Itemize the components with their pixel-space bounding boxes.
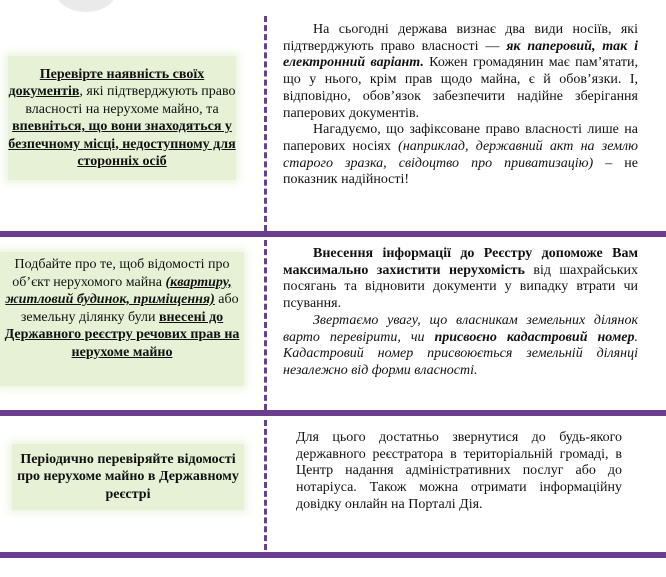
- row-separator-2: [0, 410, 666, 416]
- info-paragraph-register: Внесення інформації до Реєстру допоможе Вам максимально захистити нерухомість від шахрайських посягань та відновити документи у випадку втрати чи псування.: [283, 246, 638, 312]
- emphasis-cadastral-number: присвоєно кадастровий номер: [434, 329, 635, 345]
- emphasis-paper-electronic: як паперовий, так і електронний варіант.: [283, 38, 638, 71]
- row-separator-3: [0, 552, 666, 558]
- tip-plain-text: , які підтверджують право власності на нерухоме майно, та: [25, 84, 236, 117]
- info-paragraph-cadastral: Звертаємо увагу, що власникам земельних ділянок варто перевірити, чи присвоєно кадастровий номер. Кадастровий номер присвоюється земельній ділянці незалежно від форми власності.: [283, 312, 638, 378]
- info-block-how-to: [296, 430, 622, 548]
- emphasis-examples: (наприклад, державний акт на землю старого зразка, свідоцтво про приватизацію): [283, 138, 638, 171]
- tip-box-documents: [8, 56, 236, 180]
- info-block-register: [283, 246, 638, 408]
- column-divider-2: [264, 240, 267, 410]
- column-divider-1: [264, 16, 267, 231]
- tip-text-check-register: Періодично перевіряйте відомості про нерухоме майно в Державному реєстрі: [17, 451, 239, 502]
- emphasis-register-protect: Внесення інформації до Реєстру допоможе Вам максимально захистити нерухомість: [283, 246, 638, 278]
- logo-decoration: [56, 0, 116, 12]
- info-paragraph-reminder: Нагадуємо, що зафіксоване право власності лише на паперових носіях (наприклад, державний акт на землю старого зразка, свідоцтво про приватизацію) – не показник надійності!: [283, 122, 638, 188]
- tip-box-check-register: [12, 444, 244, 510]
- row-separator-1: [0, 231, 666, 237]
- tip-text-register: Подбайте про те, щоб відомості про об’єкт нерухомого майна (квартиру, житловий будинок, приміщення) або земельну ділянку були внесені до Державного реєстру речових прав на нерухоме майно: [4, 257, 240, 360]
- tip-highlight-state-register: внесені до Державного реєстру речових прав на нерухоме майно: [4, 309, 240, 360]
- tip-text-documents: [8, 66, 236, 171]
- tip-highlight-check-documents: Перевірте наявність своїх документів: [8, 66, 205, 99]
- tip-highlight-property-types: (квартиру, житловий будинок, приміщення): [5, 274, 232, 307]
- info-paragraph-carriers: На сьогодні держава визнає два види носіїв, які підтверджують право власності — як паперовий, так і електронний варіант. Кожен громадянин має пам’ятати, що у нього, крім прав щодо майна, є й обов’язки. І, відповідно, обов’язок забезпечити надійне зберігання паперових документів.: [283, 22, 638, 121]
- tip-box-register: [0, 252, 244, 386]
- info-block-documents: [283, 22, 638, 222]
- tip-highlight-safe-place: впевніться, що вони знаходяться у безпечному місці, недоступному для сторонніх осіб: [8, 119, 236, 169]
- info-paragraph-how-to: Для цього достатньо звернутися до будь-якого державного реєстратора в територіальній громаді, в Центр надання адміністративних послуг або до нотаріуса. Також можна отримати інформаційну довідку онлайн на Порталі Дія.: [296, 430, 622, 512]
- column-divider-3: [264, 420, 267, 550]
